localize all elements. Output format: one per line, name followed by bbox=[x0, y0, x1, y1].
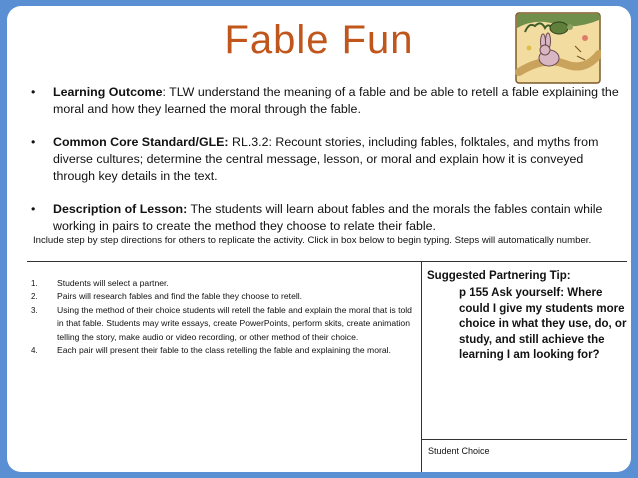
bullet-label: Description of Lesson: bbox=[53, 202, 188, 216]
slide bbox=[7, 6, 631, 472]
bullet-learning-outcome bbox=[21, 84, 621, 118]
step-text: Each pair will present their fable to the class retelling the fable and explaining the moral. bbox=[57, 345, 391, 356]
bullet-label: Learning Outcome bbox=[53, 85, 163, 99]
bullet-text: The students will learn about fables and the morals the fables contain while working in pairs to create the method they choose to relate their fable. bbox=[53, 202, 603, 233]
bullet-dot: • bbox=[31, 202, 36, 216]
step-number: 4. bbox=[31, 346, 38, 356]
lesson-bullets bbox=[21, 84, 621, 251]
instruction-text: Include step by step directions for others to replicate the activity. Click in box below to begin typing. Steps will automatically number. bbox=[33, 235, 592, 246]
bullet-text: RL.3.2: Recount stories, including fables, folktales, and myths from diverse cultures; determine the central message, lesson, or moral and explain how it is conveyed through key details in the text. bbox=[53, 135, 599, 183]
list-item bbox=[27, 277, 417, 290]
bullet-label: Common Core Standard/GLE: bbox=[53, 135, 229, 149]
student-choice-label[interactable]: Student Choice bbox=[428, 446, 490, 456]
list-item bbox=[27, 290, 417, 303]
tortoise-and-hare-clipart-icon bbox=[515, 12, 601, 84]
tip-text: p 155 Ask yourself: Where could I give my students more choice in what they use, do, or study, and still achieve the learning I am looking for? bbox=[459, 287, 627, 362]
bullet-text: TLW understand the meaning of a fable and be able to retell a fable explaining the moral and how they learned the moral through the fable. bbox=[53, 85, 619, 116]
tip-label: Suggested Partnering Tip: bbox=[427, 270, 571, 282]
bullet-description-of-lesson bbox=[21, 201, 621, 235]
divider bbox=[421, 439, 627, 440]
list-item bbox=[27, 304, 417, 344]
steps-list[interactable] bbox=[27, 277, 417, 357]
step-text: Students will select a partner. bbox=[57, 278, 169, 288]
bullet-dot: • bbox=[31, 85, 36, 99]
page-title: Fable Fun bbox=[224, 18, 414, 62]
step-number: 1. bbox=[31, 279, 38, 288]
bullet-dot: • bbox=[31, 135, 36, 149]
step-text: Using the method of their choice students will retell the fable and explain the moral that is told in that fable. Students may write essays, create PowerPoints, perform skits, create animation telling the story, make audio or video recording, or other method of their choice. bbox=[57, 304, 412, 342]
divider bbox=[27, 261, 627, 262]
bullet-separator: : bbox=[162, 85, 170, 99]
step-text: Pairs will research fables and find the fable they choose to retell. bbox=[57, 291, 303, 302]
list-item bbox=[27, 344, 417, 357]
divider bbox=[421, 261, 422, 472]
step-number: 2. bbox=[31, 292, 38, 302]
bullet-common-core-standard bbox=[21, 134, 621, 185]
step-number: 3. bbox=[31, 305, 38, 315]
